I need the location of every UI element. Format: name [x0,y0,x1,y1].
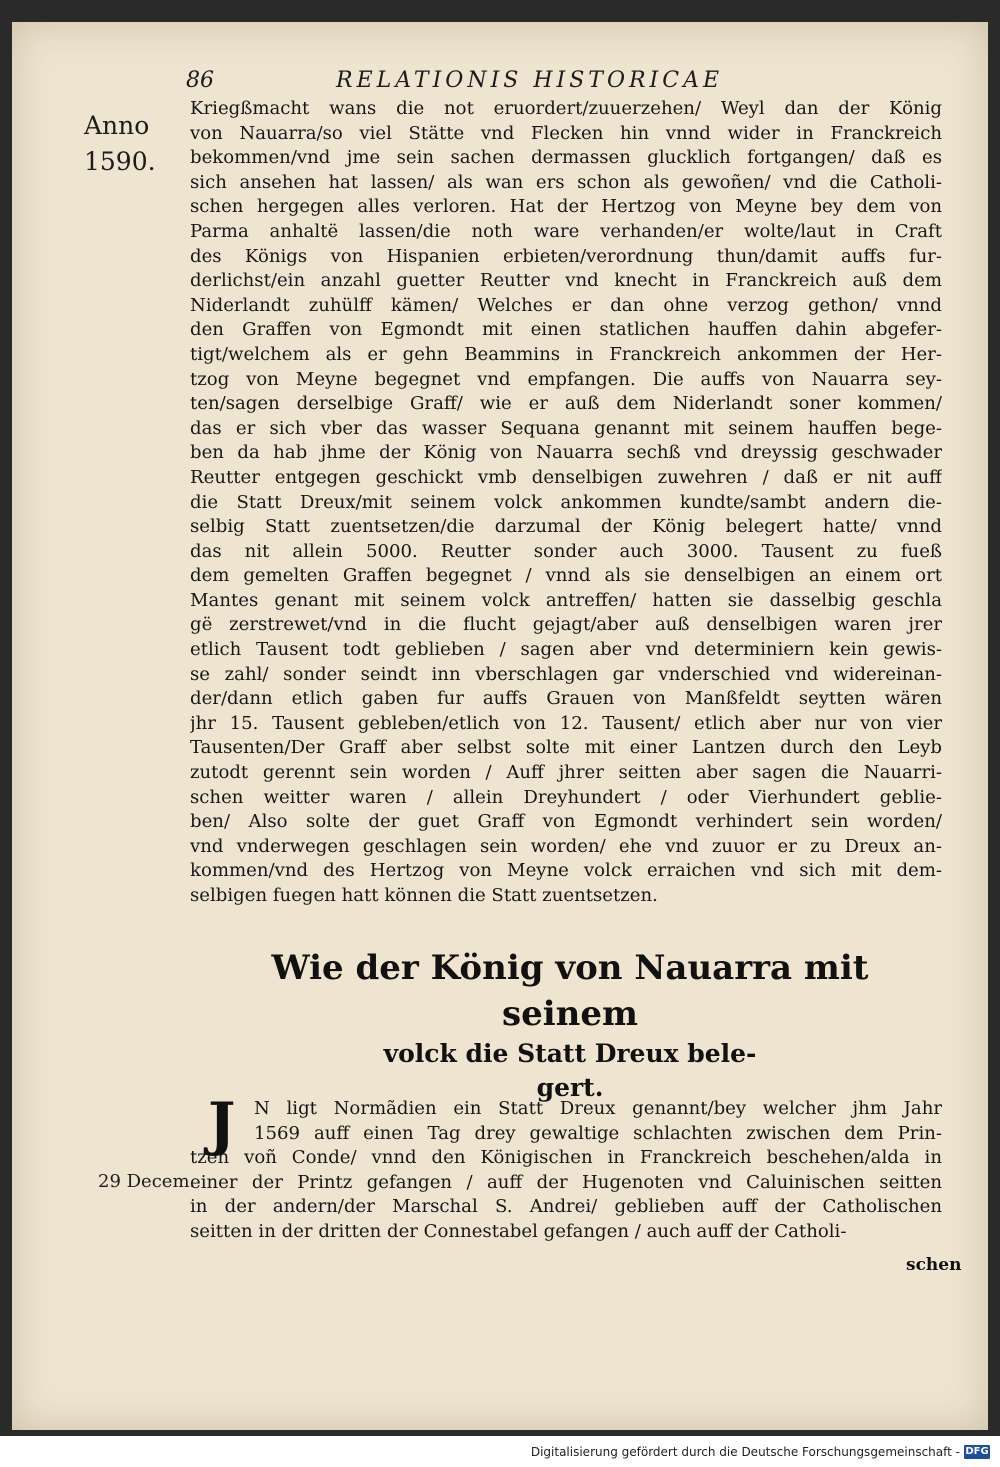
text-line: Parma anhaltë lassen/die noth ware verhanden/er wolte/laut in Craft [190,220,942,242]
body-text [190,97,942,909]
text-line: schen weitter waren / allein Dreyhundert / oder Vierhundert geblie- [190,786,942,808]
text-line: 1569 auff einen Tag drey gewaltige schlachten zwischen dem Prin- [254,1122,942,1144]
text-line: in der andern/der Marschal S. Andrei/ geblieben auff der Catholischen [190,1196,942,1218]
text-line: selbig Statt zuentsetzen/die darzumal der König belegert hatte/ vnnd [190,516,942,538]
text-line: das nit allein 5000. Reutter sonder auch 3000. Tausent zu fueß [190,540,942,562]
text-line: tigt/welchem als er gehn Beammins in Franckreich ankommen der Her- [190,343,942,365]
section-heading-line-2: volck die Statt Dreux bele- [383,1039,757,1068]
catchword: schen [906,1255,962,1275]
text-line: einer der Printz gefangen / auff der Hugenoten vnd Caluinischen seitten [190,1171,942,1193]
drop-cap: J [208,1090,236,1158]
text-line: kommen/vnd des Hertzog von Meyne volck erraichen vnd sich mit dem- [190,860,942,882]
text-line: dem gemelten Graffen begegnet / vnnd als sie denselbigen an einem ort [190,565,942,587]
footer-credit: Digitalisierung gefördert durch die Deutsche Forschungsgemeinschaft - [530,1444,960,1459]
text-line: Reutter entgegen geschickt vmb denselbigen zuwehren / daß er nit auff [190,466,942,488]
text-line: sich ansehen hat lassen/ als wan ers schon als gewoñen/ vnd die Catholi- [190,171,942,193]
text-line: Mantes genant mit seinem volck antreffen/ hatten sie dasselbig geschla [190,589,942,611]
text-line: zutodt gerennt sein worden / Auff jhrer seitten aber sagen die Nauarri- [190,762,942,784]
text-line: den Graffen von Egmondt mit einen statlichen hauffen dahin abgefer- [190,319,942,341]
section-heading-line-3: gert. [536,1073,604,1102]
text-line: seitten in der dritten der Connestabel gefangen / auch auff der Catholi- [190,1220,847,1242]
text-line: Kriegßmacht wans die not eruordert/zuuerzehen/ Weyl dan der König [190,98,942,119]
text-line: selbigen fuegen hatt können die Statt zuentsetzen. [190,885,658,906]
text-line: etlich Tausent todt geblieben / sagen aber vnd determiniern kein gewis- [190,639,942,661]
text-line: Niderlandt zuhülff kämen/ Welches er dan ohne verzog gethon/ vnnd [190,294,942,316]
text-line: des Königs von Hispanien erbieten/verordnung thun/damit auffs fur- [190,245,942,267]
text-line: se zahl/ sonder seindt inn vberschlagen gar vnderschied vnd widereinan- [190,663,942,685]
text-line: jhr 15. Tausent gebleben/etlich von 12. Tausent/ etlich aber nur von vier [190,712,942,734]
running-head [186,68,786,93]
text-line: schen hergegen alles verloren. Hat der Hertzog von Meyne bey dem von [190,196,942,218]
text-line: die Statt Dreux/mit seinem volck ankommen kundte/sambt andern die- [190,491,942,513]
text-line: derlichst/ein anzahl guetter Reutter vnd knecht in Franckreich auß dem [190,270,942,292]
text-line: vnd vnderwegen geschlagen sein worden/ ehe vnd zuuor er zu Dreux an- [190,835,942,857]
margin-year: 1590. [84,147,156,176]
text-line: das er sich vber das wasser Sequana genannt mit seinem hauffen bege- [190,417,942,439]
margin-anno-label: Anno [84,111,150,140]
text-line: Tausenten/Der Graff aber selbst solte mit einer Lantzen durch den Leyb [190,737,942,759]
text-line: N ligt Normãdien ein Statt Dreux genannt/bey welcher jhm Jahr [254,1098,942,1119]
section-heading [200,945,940,1105]
page-number: 86 [186,68,214,93]
text-line: bekommen/vnd jme sein sachen dermassen glucklich fortgangen/ daß es [190,147,942,169]
text-line: tzog von Meyne begegnet vnd empfangen. Die auffs von Nauarra sey- [190,368,942,390]
text-line: tzen voñ Conde/ vnnd den Königischen in Franckreich beschehen/alda in [190,1147,942,1169]
second-section-text [190,1097,942,1245]
text-line: ben/ Also solte der guet Graff von Egmondt verhindert sein worden/ [190,811,942,833]
text-line: gë zerstrewet/vnd in die flucht gejagt/aber auß denselbigen waren jrer [190,614,942,636]
text-line: ten/sagen derselbige Graff/ wie er auß dem Niderlandt soner kommen/ [190,393,942,415]
digitization-footer [0,1436,1000,1467]
margin-date-note: 29 Decem. [98,1171,196,1192]
dfg-logo: DFG [965,1446,989,1457]
text-line: der/dann etlich gaben fur auffs Grauen von Manßfeldt seytten wären [190,688,942,710]
section-heading-line-1: Wie der König von Nauarra mit seinem [271,948,869,1034]
text-line: ben da hab jhme der König von Nauarra sechß vnd dreyssig geschwader [190,442,942,464]
text-line: von Nauarra/so viel Stätte vnd Flecken hin vnnd wider in Franckreich [190,122,942,144]
margin-year-note [84,108,156,180]
running-title: RELATIONIS HISTORICAE [336,68,724,93]
